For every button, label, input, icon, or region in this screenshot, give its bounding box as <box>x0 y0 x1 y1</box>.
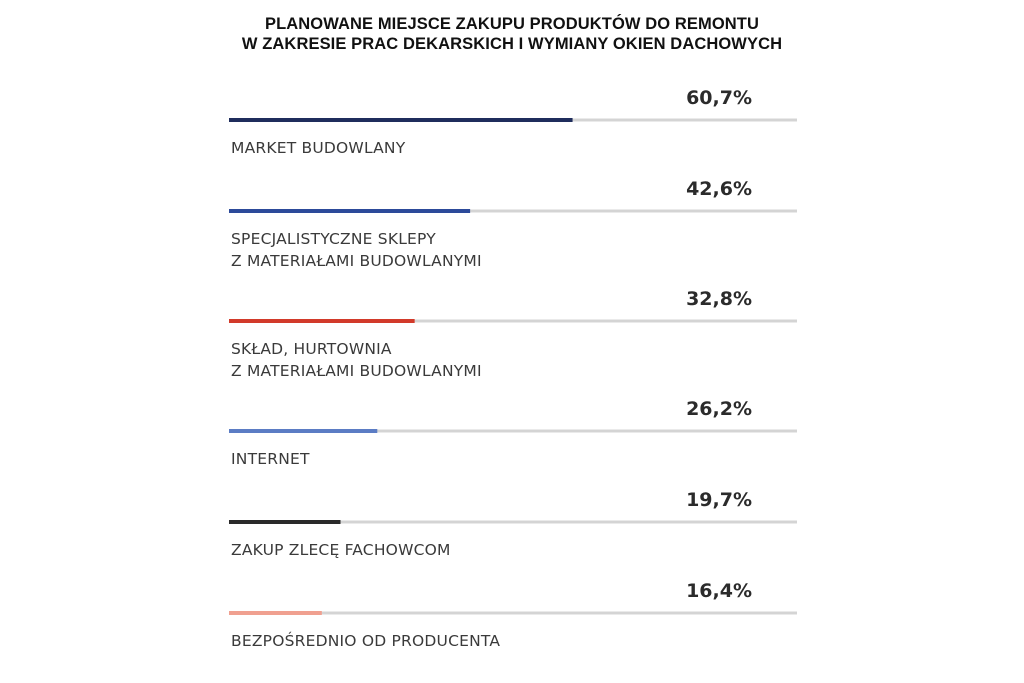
value-label: 60,7% <box>686 87 752 109</box>
value-label: 32,8% <box>686 288 752 310</box>
category-label-line: INTERNET <box>231 450 310 468</box>
category-label <box>231 338 482 382</box>
category-label-line: SPECJALISTYCZNE SKLEPY <box>231 230 436 248</box>
value-label: 19,7% <box>686 489 752 511</box>
value-label: 42,6% <box>686 178 752 200</box>
category-label-line: BEZPOŚREDNIO OD PRODUCENTA <box>231 632 501 650</box>
category-label <box>231 228 482 272</box>
category-label-line: Z MATERIAŁAMI BUDOWLANYMI <box>231 252 482 270</box>
value-label: 16,4% <box>686 580 752 602</box>
category-label <box>231 448 310 470</box>
category-label-line: SKŁAD, HURTOWNIA <box>231 340 392 358</box>
category-label <box>231 539 451 561</box>
chart-title-line-1: PLANOWANE MIEJSCE ZAKUPU PRODUKTÓW DO REMONTU <box>264 15 759 33</box>
value-label: 26,2% <box>686 398 752 420</box>
category-label-line: Z MATERIAŁAMI BUDOWLANYMI <box>231 362 482 380</box>
category-label <box>231 630 500 652</box>
category-label-line: MARKET BUDOWLANY <box>231 139 406 157</box>
category-label-line: ZAKUP ZLECĘ FACHOWCOM <box>231 541 451 559</box>
category-label <box>231 137 405 159</box>
chart-title-line-2: W ZAKRESIE PRAC DEKARSKICH I WYMIANY OKIEN DACHOWYCH <box>241 35 783 53</box>
